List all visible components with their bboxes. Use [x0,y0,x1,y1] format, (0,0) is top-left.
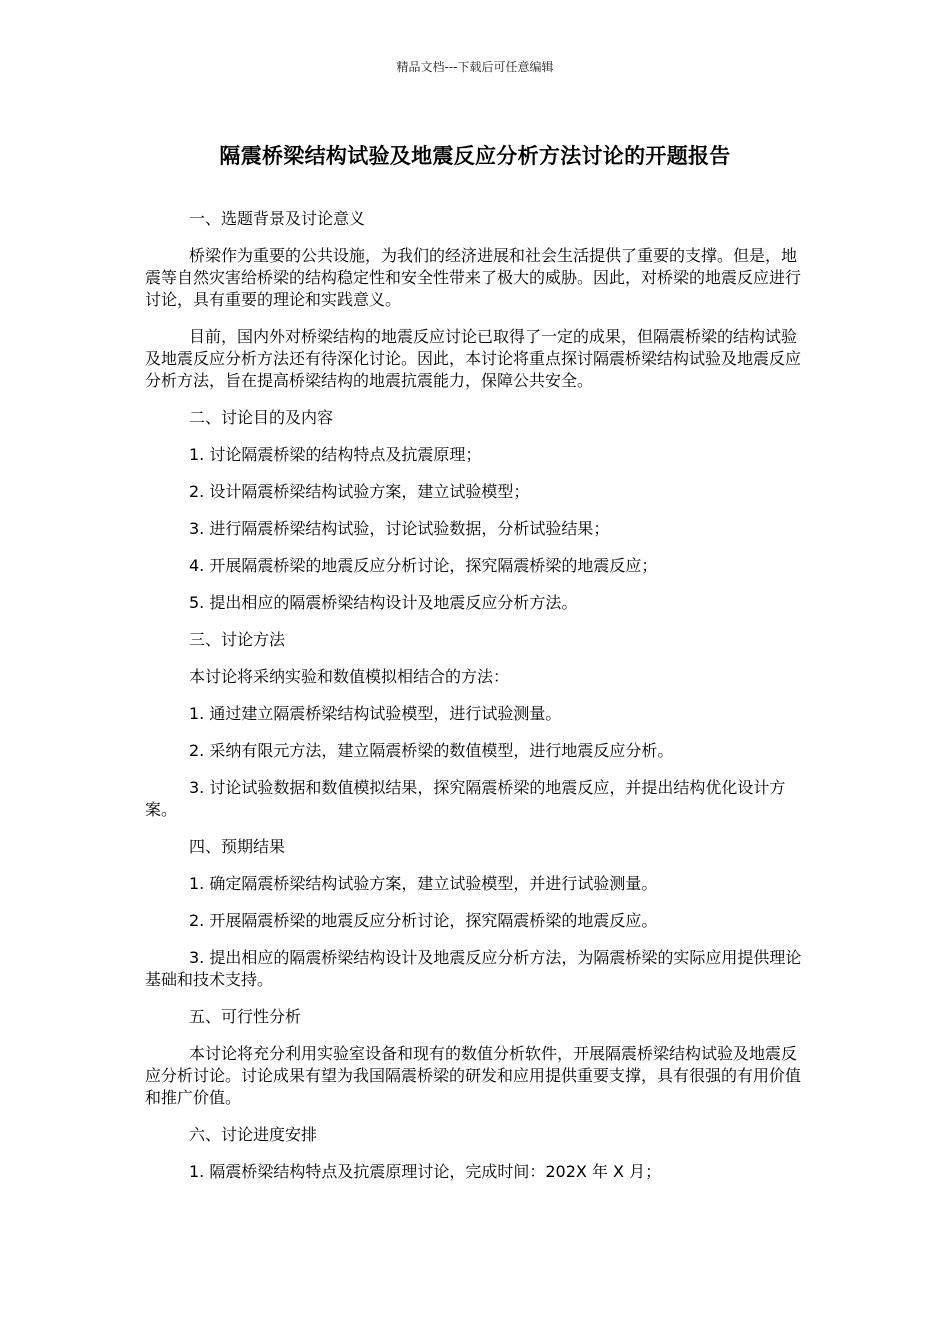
list-item: 4. 开展隔震桥梁的地震反应分析讨论，探究隔震桥梁的地震反应； [189,556,658,575]
section-heading-methods: 三、讨论方法 [189,630,286,649]
paragraph-feasibility: 本讨论将充分利用实验室设备和现有的数值分析软件，开展隔震桥梁结构试验及地震反应分析讨论。讨论成果有望为我国隔震桥梁的研发和应用提供重要支撑，具有很强的有用价值和推广价值。 [145,1044,802,1107]
section-heading-objectives: 二、讨论目的及内容 [189,408,334,427]
document-title: 隔震桥梁结构试验及地震反应分析方法讨论的开题报告 [219,144,731,168]
header-note: 精品文档---下载后可任意编辑 [396,60,554,74]
list-item: 1. 确定隔震桥梁结构试验方案，建立试验模型，并进行试验测量。 [189,874,658,893]
section-heading-expected-results: 四、预期结果 [189,837,286,856]
list-item: 1. 隔震桥梁结构特点及抗震原理讨论，完成时间：202X 年 X 月； [189,1162,662,1181]
document-body [145,208,805,1198]
paragraph-methods-intro: 本讨论将采纳实验和数值模拟相结合的方法： [189,667,510,686]
list-item: 3. 提出相应的隔震桥梁结构设计及地震反应分析方法，为隔震桥梁的实际应用提供理论基础和技术支持。 [145,948,802,989]
list-item: 5. 提出相应的隔震桥梁结构设计及地震反应分析方法。 [189,593,578,612]
list-item: 3. 进行隔震桥梁结构试验，讨论试验数据，分析试验结果； [189,519,610,538]
paragraph-background-1: 桥梁作为重要的公共设施，为我们的经济进展和社会生活提供了重要的支撑。但是，地震等自然灾害给桥梁的结构稳定性和安全性带来了极大的威胁。因此，对桥梁的地震反应进行讨论，具有重要的理论和实践意义。 [145,246,802,309]
paragraph-background-2: 目前，国内外对桥梁结构的地震反应讨论已取得了一定的成果，但隔震桥梁的结构试验及地震反应分析方法还有待深化讨论。因此，本讨论将重点探讨隔震桥梁结构试验及地震反应分析方法，旨在提高桥梁结构的地震抗震能力，保障公共安全。 [145,327,802,390]
list-item: 2. 开展隔震桥梁的地震反应分析讨论，探究隔震桥梁的地震反应。 [189,911,658,930]
section-heading-background: 一、选题背景及讨论意义 [189,209,366,228]
section-heading-schedule: 六、讨论进度安排 [189,1125,318,1144]
list-item: 2. 采纳有限元方法，建立隔震桥梁的数值模型，进行地震反应分析。 [189,741,674,760]
list-item: 1. 讨论隔震桥梁的结构特点及抗震原理； [189,445,482,464]
list-item: 2. 设计隔震桥梁结构试验方案，建立试验模型； [189,482,530,501]
list-item: 1. 通过建立隔震桥梁结构试验模型，进行试验测量。 [189,704,562,723]
list-item: 3. 讨论试验数据和数值模拟结果，探究隔震桥梁的地震反应，并提出结构优化设计方案。 [145,778,786,819]
section-heading-feasibility: 五、可行性分析 [189,1007,302,1026]
